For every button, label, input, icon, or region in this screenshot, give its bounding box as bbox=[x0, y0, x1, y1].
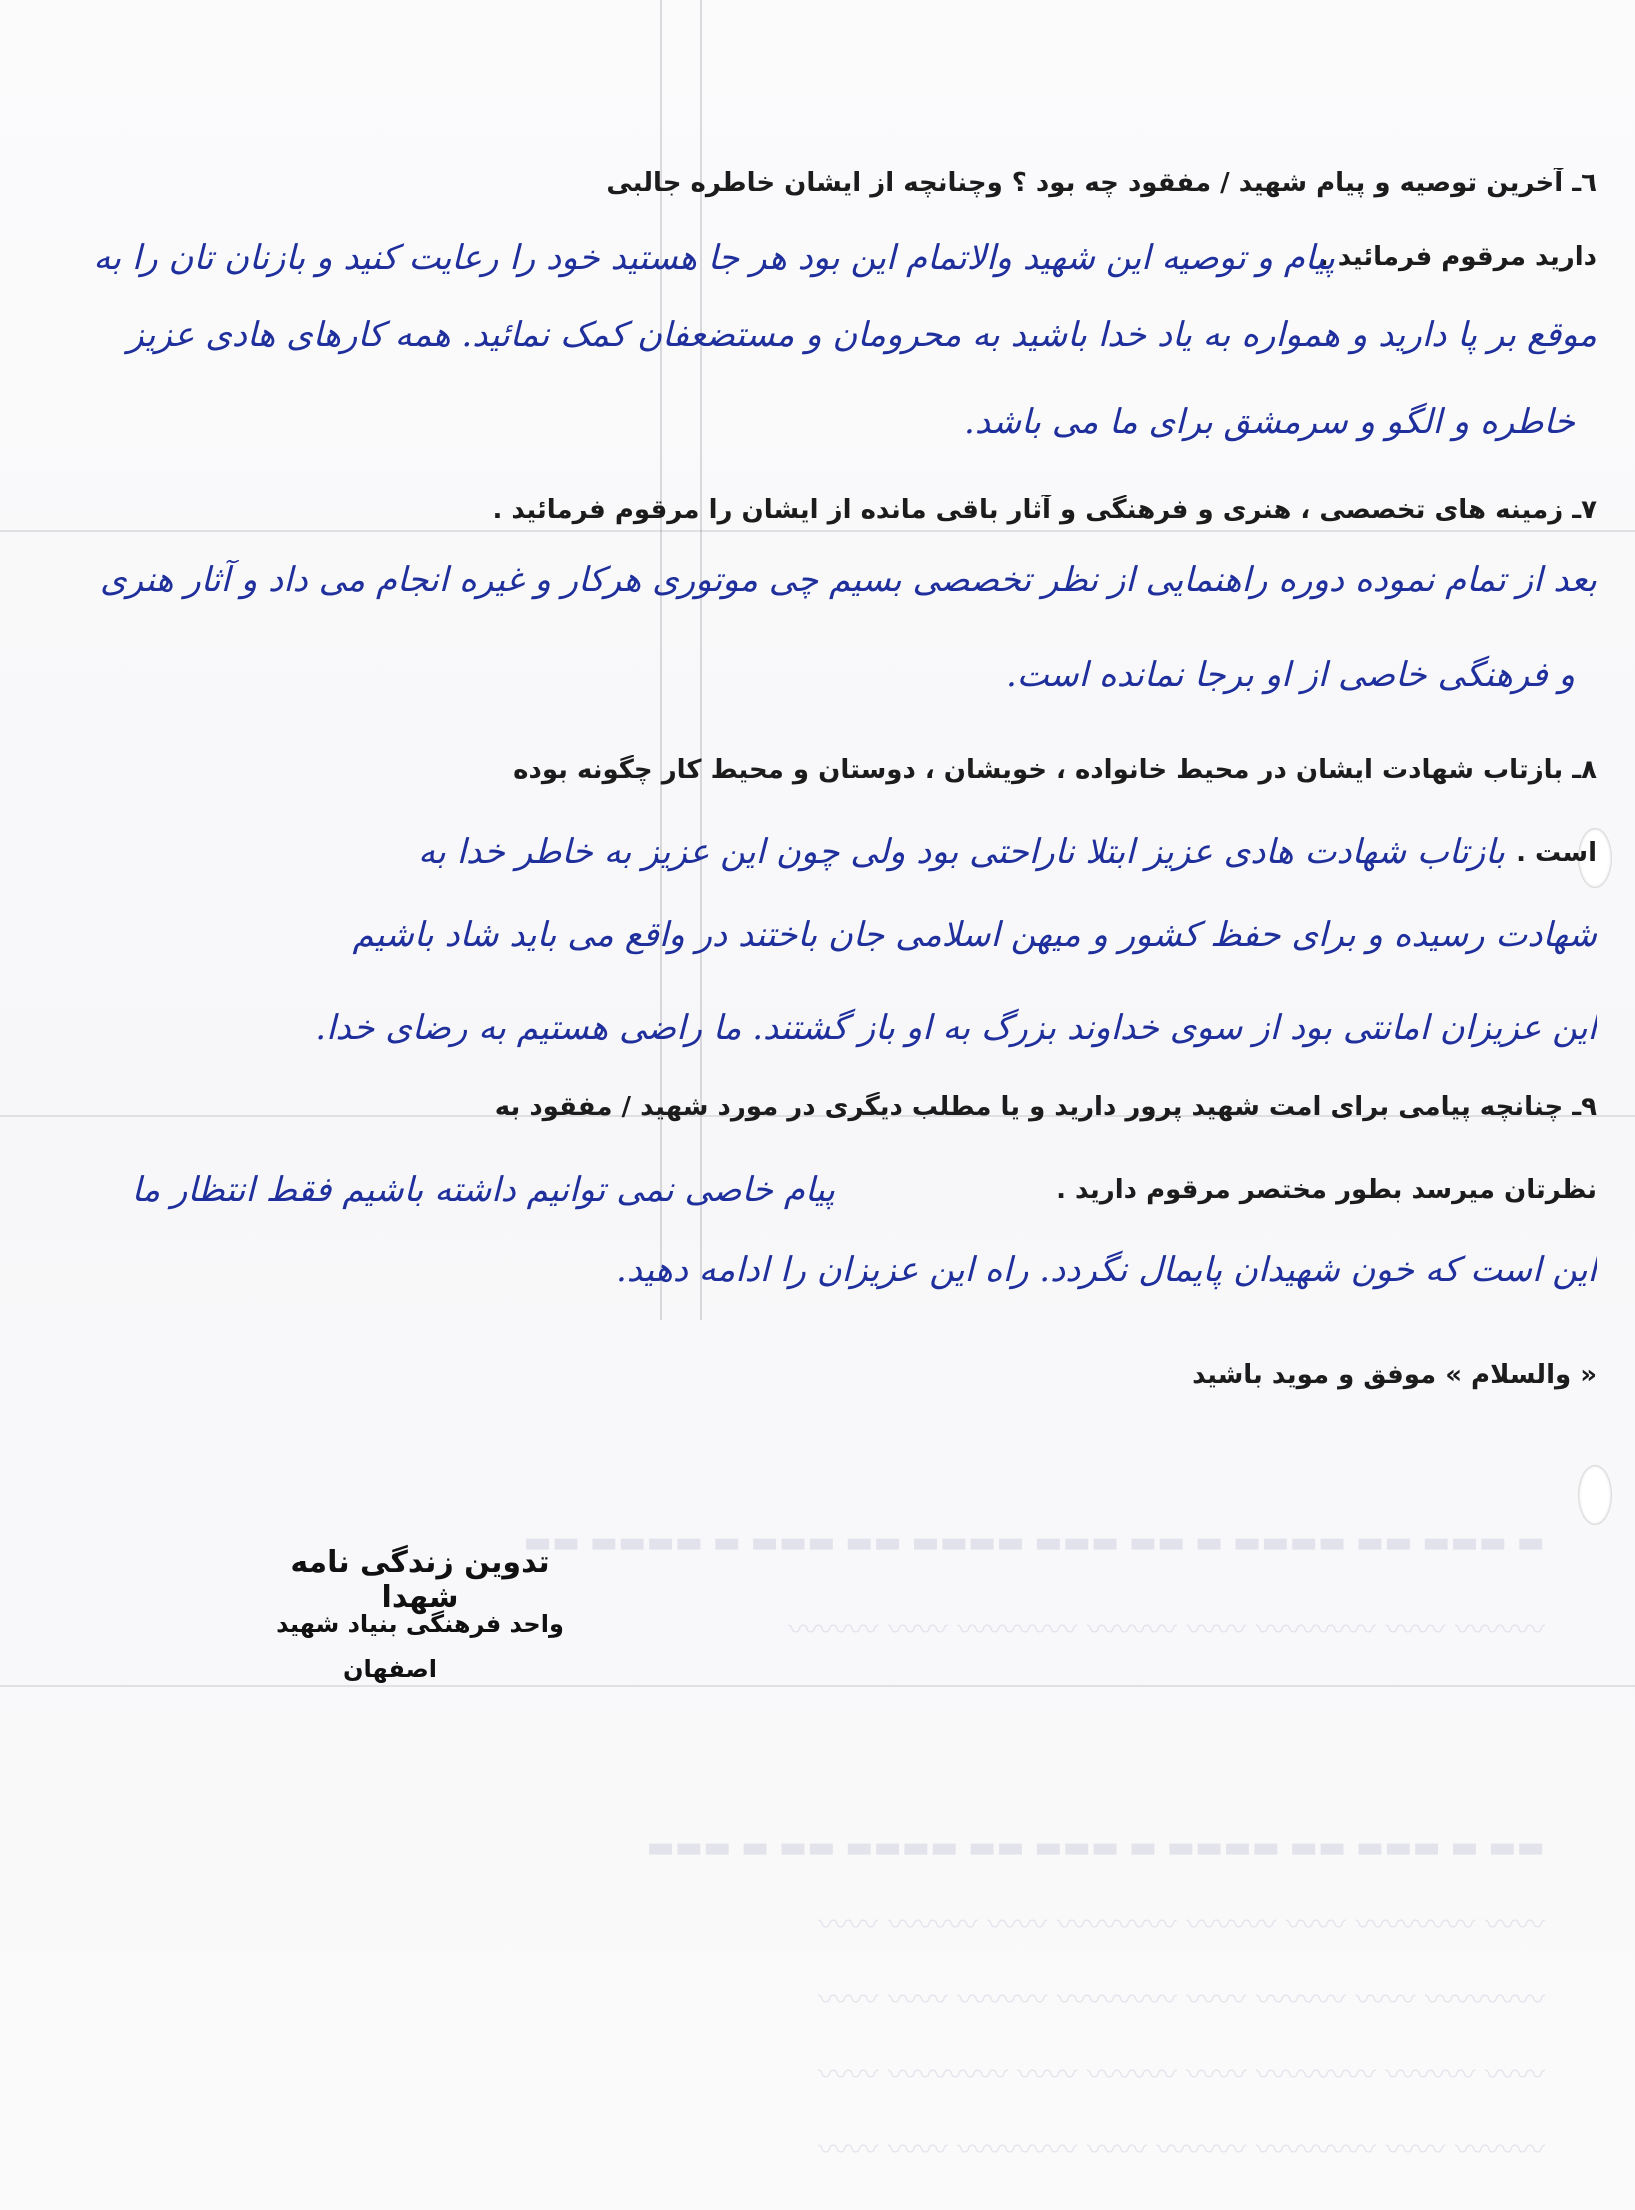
question-6-text: دارید مرقوم فرمائید . bbox=[1318, 242, 1597, 272]
question-8-text: است . bbox=[1516, 838, 1597, 868]
bleed-through-texture: 〰〰 〰〰〰〰 〰〰 〰〰〰 〰〰〰〰 〰〰 〰〰〰 〰〰 bbox=[818, 1908, 1545, 1943]
paper-fold bbox=[0, 530, 1635, 532]
answer-8-handwriting: شهادت رسیده و برای حفظ کشور و میهن اسلامی جان باختند در واقع می باید شاد باشیم bbox=[352, 915, 1597, 955]
answer-8-handwriting: این عزیزان امانتی بود از سوی خداوند بزرگ به او باز گشتند. ما راضی هستیم به رضای خدا. bbox=[315, 1008, 1597, 1048]
answer-6-handwriting: موقع بر پا دارید و همواره به یاد خدا باشید به محرومان و مستضعفان کمک نمائید. همه کارهای هادی عزیز bbox=[127, 315, 1597, 355]
bleed-through-texture: ▬ ▬▬▬ ▬▬ ▬▬▬▬ ▬ ▬▬ ▬▬▬ ▬▬▬▬ ▬▬ ▬▬▬ ▬ ▬▬▬▬ ▬▬ bbox=[523, 1525, 1545, 1560]
closing-text: « والسلام » موفق و موید باشید bbox=[1192, 1360, 1597, 1390]
answer-8-handwriting: بازتاب شهادت هادی عزیز ابتلا ناراحتی بود ولی چون این عزیز به خاطر خدا به bbox=[418, 832, 1505, 872]
bleed-through-texture: 〰〰〰 〰〰 〰〰〰〰 〰〰〰 〰〰 〰〰〰〰 〰〰 〰〰 bbox=[818, 2133, 1545, 2168]
answer-9-handwriting: پیام خاصی نمی توانیم داشته باشیم فقط انتظار ما bbox=[131, 1170, 835, 1210]
bleed-through-texture: ▬▬ ▬ ▬▬▬ ▬▬ ▬▬▬▬ ▬ ▬▬▬ ▬▬ ▬▬▬▬ ▬▬ ▬ ▬▬▬ bbox=[646, 1830, 1545, 1865]
question-8-text: ٨ـ بازتاب شهادت ایشان در محیط خانواده ، خویشان ، دوستان و محیط کار چگونه بوده bbox=[513, 755, 1597, 785]
bleed-through-texture: 〰〰〰〰 〰〰 〰〰〰 〰〰 〰〰〰〰 〰〰〰 〰〰 〰〰 bbox=[818, 1983, 1545, 2018]
question-7-text: ٧ـ زمینه های تخصصی ، هنری و فرهنگی و آثار باقی مانده از ایشان را مرقوم فرمائید . bbox=[492, 495, 1597, 525]
answer-6-handwriting: پیام و توصیه این شهید والاتمام این بود هر جا هستید خود را رعایت کنید و بازنان تان را به bbox=[93, 238, 1335, 278]
question-9-text: نظرتان میرسد بطور مختصر مرقوم دارید . bbox=[1056, 1175, 1597, 1205]
bleed-through-texture: 〰〰〰 〰〰 〰〰〰〰 〰〰 〰〰〰 〰〰〰〰 〰〰 〰〰〰 bbox=[788, 1613, 1545, 1648]
punch-hole bbox=[1578, 1465, 1612, 1525]
stamp-line: واحد فرهنگی بنیاد شهید bbox=[276, 1610, 564, 1638]
answer-7-handwriting: بعد از تمام نموده دوره راهنمایی از نظر تخصصی بسیم چی موتوری هرکار و غیره انجام می داد و آثار هنری bbox=[99, 560, 1597, 600]
stamp-line: اصفهان bbox=[342, 1655, 438, 1683]
answer-7-handwriting: و فرهنگی خاصی از او برجا نمانده است. bbox=[1005, 655, 1575, 695]
question-6-text: ٦ـ آخرین توصیه و پیام شهید / مفقود چه بود ؟ وچنانچه از ایشان خاطره جالبی bbox=[606, 168, 1597, 198]
answer-9-handwriting: این است که خون شهیدان پایمال نگردد. راه این عزیزان را ادامه دهید. bbox=[615, 1250, 1597, 1290]
stamp-line: تدوین زندگی نامه شهدا bbox=[290, 1545, 550, 1615]
answer-6-handwriting: خاطره و الگو و سرمشق برای ما می باشد. bbox=[964, 402, 1575, 442]
paper-fold bbox=[0, 1685, 1635, 1687]
question-9-text: ٩ـ چنانچه پیامی برای امت شهید پرور دارید و یا مطلب دیگری در مورد شهید / مفقود به bbox=[494, 1092, 1597, 1122]
bleed-through-texture: 〰〰 〰〰〰 〰〰〰〰 〰〰 〰〰〰 〰〰 〰〰〰〰 〰〰 bbox=[818, 2058, 1545, 2093]
